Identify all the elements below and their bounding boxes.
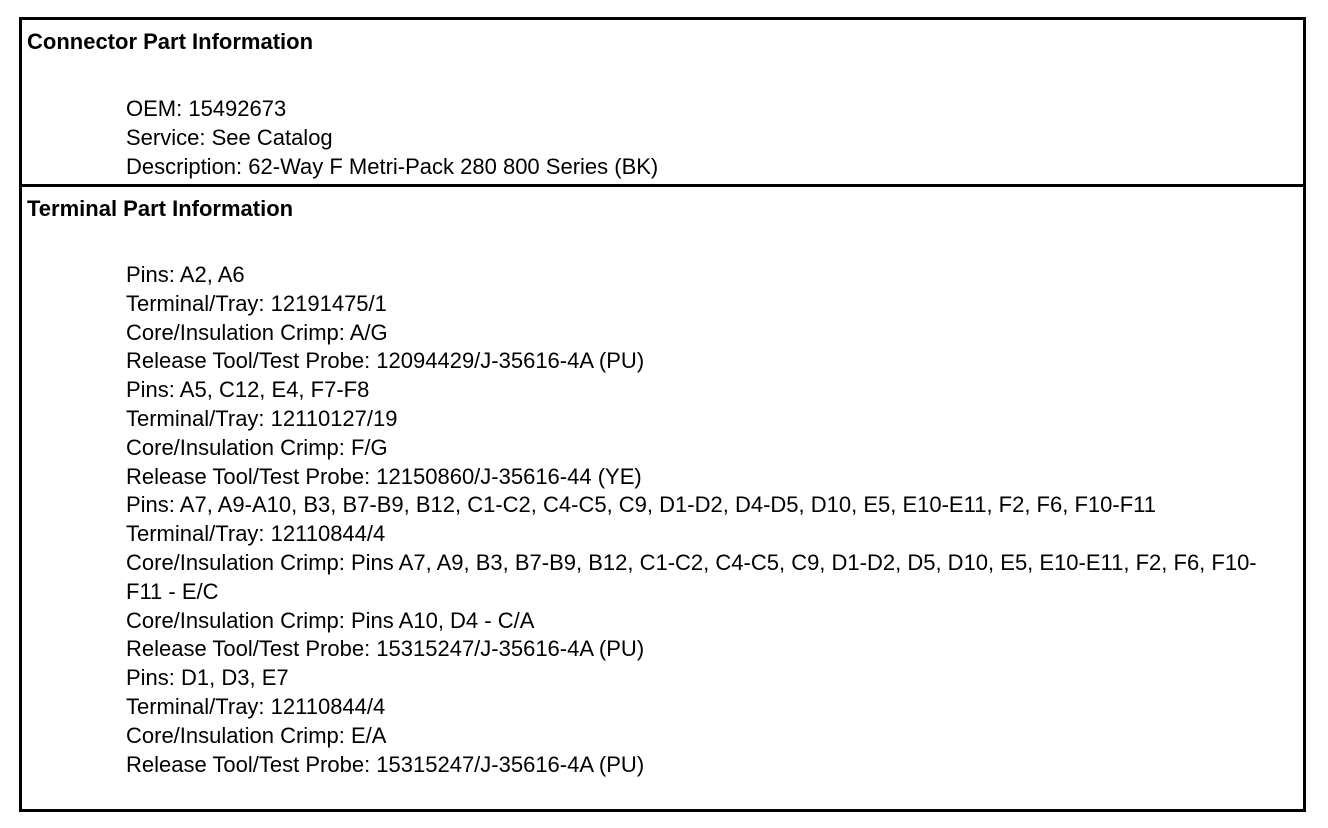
connector-part-details	[126, 95, 1286, 181]
crimp-line: Core/Insulation Crimp: A/G	[126, 319, 388, 345]
pins-line: Pins: A7, A9-A10, B3, B7-B9, B12, C1-C2, C4-C5, C9, D1-D2, D4-D5, D10, E5, E10-E11, F2, F6, F10-F11	[126, 492, 1156, 518]
connector-part-section	[22, 20, 1303, 187]
crimp-line: Core/Insulation Crimp: F/G	[126, 434, 388, 460]
terminal-tray-line: Terminal/Tray: 12110844/4	[126, 521, 386, 547]
release-tool-line: Release Tool/Test Probe: 15315247/J-35616-4A (PU)	[126, 751, 645, 777]
part-information-table	[19, 17, 1306, 812]
pins-line: Pins: A5, C12, E4, F7-F8	[126, 377, 370, 403]
release-tool-line: Release Tool/Test Probe: 12150860/J-35616-44 (YE)	[126, 463, 642, 489]
terminal-tray-line: Terminal/Tray: 12110844/4	[126, 693, 386, 719]
description-line: Description: 62-Way F Metri-Pack 280 800 Series (BK)	[126, 153, 659, 179]
release-tool-line: Release Tool/Test Probe: 15315247/J-35616-4A (PU)	[126, 636, 645, 662]
release-tool-line: Release Tool/Test Probe: 12094429/J-35616-4A (PU)	[126, 348, 645, 374]
crimp-line: Core/Insulation Crimp: Pins A7, A9, B3, B7-B9, B12, C1-C2, C4-C5, C9, D1-D2, D5, D10, E5, E10-E11, F2, F6, F10-F11 - E/C	[126, 549, 1257, 604]
oem-line: OEM: 15492673	[126, 96, 287, 121]
connector-part-heading: Connector Part Information	[27, 29, 314, 54]
terminal-tray-line: Terminal/Tray: 12110127/19	[126, 405, 398, 431]
service-line: Service: See Catalog	[126, 124, 333, 150]
pins-line: Pins: D1, D3, E7	[126, 665, 289, 691]
crimp-line: Core/Insulation Crimp: Pins A10, D4 - C/A	[126, 607, 535, 633]
crimp-line: Core/Insulation Crimp: E/A	[126, 722, 387, 748]
terminal-part-section	[22, 187, 1303, 809]
terminal-part-details	[126, 261, 1286, 779]
terminal-tray-line: Terminal/Tray: 12191475/1	[126, 290, 387, 316]
terminal-part-heading: Terminal Part Information	[27, 196, 294, 221]
pins-line: Pins: A2, A6	[126, 262, 245, 287]
